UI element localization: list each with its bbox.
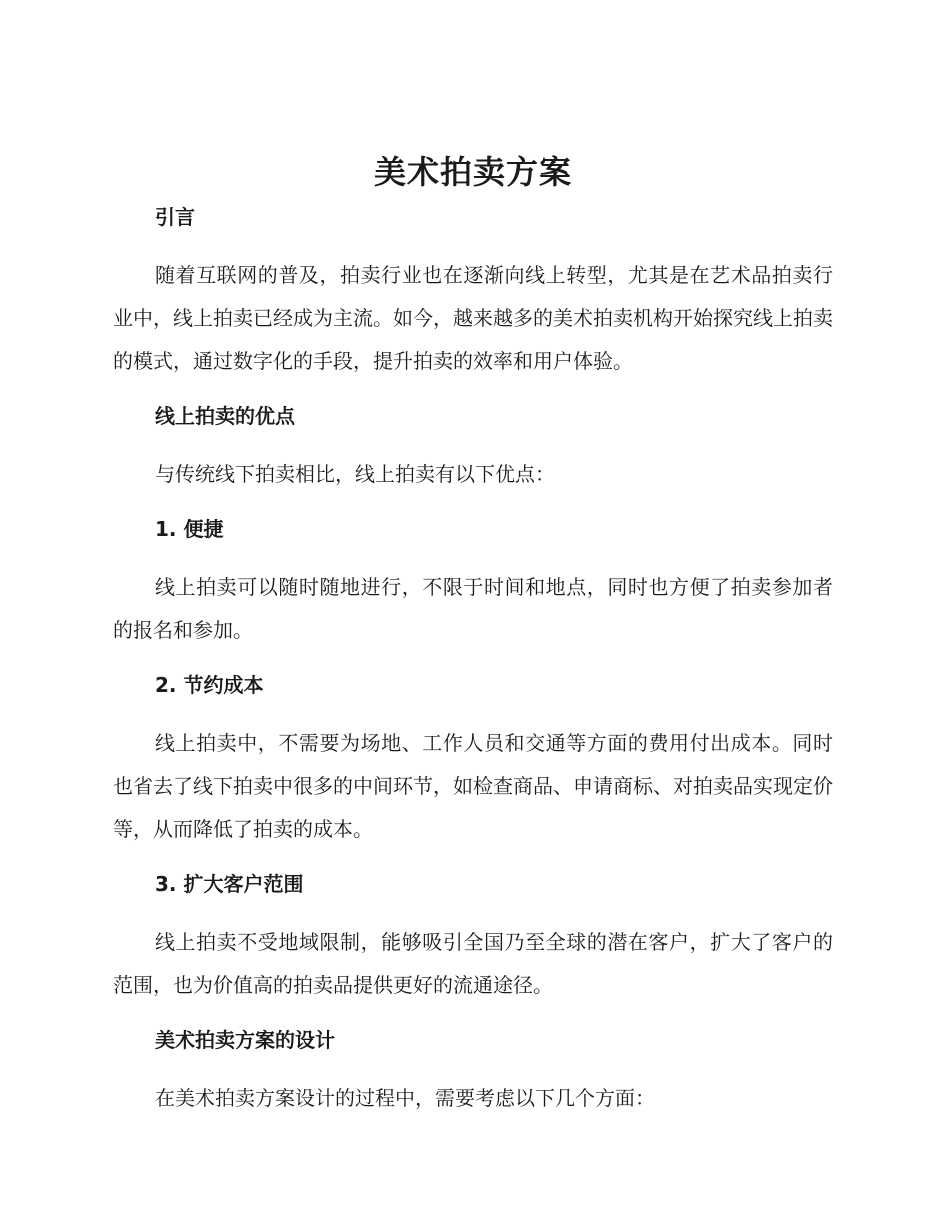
paragraph-advantages: 与传统线下拍卖相比，线上拍卖有以下优点： <box>155 462 555 486</box>
section-heading-advantages: 线上拍卖的优点 <box>155 404 295 428</box>
document-page <box>113 148 833 1138</box>
subheading-save-cost: 2. 节约成本 <box>155 673 264 697</box>
subheading-expand-customers: 3. 扩大客户范围 <box>155 872 304 896</box>
paragraph-expand-customers: 线上拍卖不受地域限制，能够吸引全国乃至全球的潜在客户，扩大了客户的范围，也为价值高的拍卖品提供更好的流通途径。 <box>113 930 833 997</box>
paragraph-save-cost: 线上拍卖中，不需要为场地、工作人员和交通等方面的费用付出成本。同时也省去了线下拍卖中很多的中间环节，如检查商品、申请商标、对拍卖品实现定价等，从而降低了拍卖的成本。 <box>113 731 833 841</box>
subheading-convenient: 1. 便捷 <box>155 517 224 541</box>
page-title: 美术拍卖方案 <box>373 153 572 191</box>
section-heading-intro: 引言 <box>155 205 195 229</box>
section-heading-design: 美术拍卖方案的设计 <box>155 1028 335 1052</box>
paragraph-convenient: 线上拍卖可以随时随地进行，不限于时间和地点，同时也方便了拍卖参加者的报名和参加。 <box>113 575 833 642</box>
paragraph-design: 在美术拍卖方案设计的过程中，需要考虑以下几个方面： <box>155 1086 655 1110</box>
paragraph-intro: 随着互联网的普及，拍卖行业也在逐渐向线上转型，尤其是在艺术品拍卖行业中，线上拍卖已经成为主流。如今，越来越多的美术拍卖机构开始探究线上拍卖的模式，通过数字化的手段，提升拍卖的效率和用户体验。 <box>113 263 833 373</box>
